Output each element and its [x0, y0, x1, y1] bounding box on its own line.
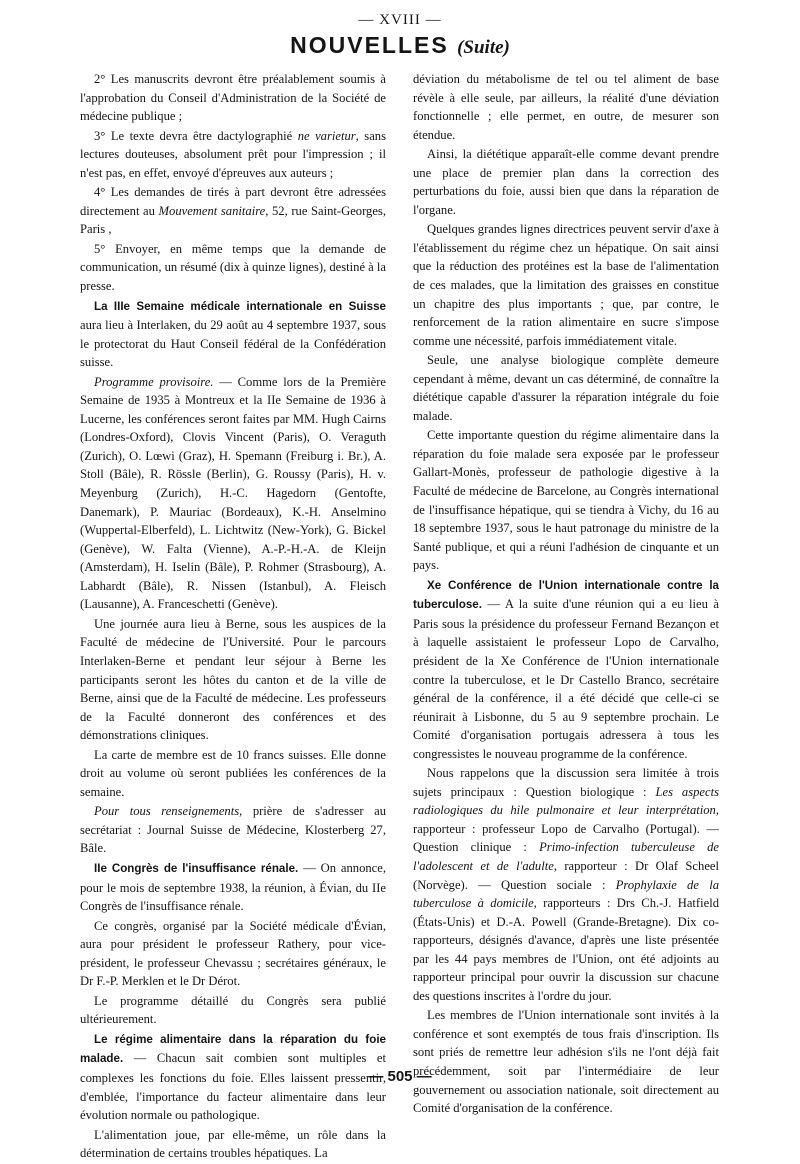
paragraph: Quelques grandes lignes directrices peuvent servir d'axe à l'établissement du régime chez un hépatique. On sait ainsi que la réduction des protéines est la base de l'alimentation de ces malades, que la limitation des graisses en constitue un chapitre des plus importants ; que, par contre, le renforcement de la ration alimentaire en sucre s'impose comme une nécessité, parfois immédiatement vitale. [413, 222, 719, 348]
roman-page-number: — XVIII — [358, 12, 442, 28]
section-heading: Le régime alimentaire dans la réparation du foie malade. [80, 1032, 386, 1066]
paragraph: La carte de membre est de 10 francs suisses. Elle donne droit au volume où seront publiées les conférences de la semaine. [80, 747, 386, 799]
left-column [80, 70, 386, 1164]
paragraph: Une journée aura lieu à Berne, sous les auspices de la Faculté de médecine de l'Université. Pour le parcours Interlaken-Berne et pendant leur séjour à Berne les participants seront les hôtes du canton et de la ville de Berne, ainsi que de la Faculté de médecine. Les professeurs de la Faculté donneront des conférences et des démonstrations cliniques. [80, 616, 386, 743]
section-heading: La IIIe Semaine médicale internationale en Suisse [94, 299, 386, 313]
paragraph: Ainsi, la diététique apparaît-elle comme devant prendre une place de premier plan dans la correction des perturbations du foie, aussi bien que dans la réparation de l'organe. [413, 147, 719, 217]
section-regime-alimentaire: Le régime alimentaire dans la réparation du foie malade. — Chacun sait combien sont multiples et complexes les fonctions du foie. Elles laissent pressentir, d'emblée, l'importance du facteur alimentaire dans leur évolution normale ou pathologique. [80, 1032, 386, 1123]
paragraph: Cette importante question du régime alimentaire dans la réparation du foie malade sera exposée par le professeur Gallart-Monès, professeur de pathologie digestive à la Faculté de médecine de Barcelone, au Congrès international de l'insuffisance hépatique, qui se tiendra à Vichy, du 16 au 18 septembre 1937, sous le haut patronage du ministre de la Santé publique, et qui a réuni l'adhésion de cinquante et un pays. [413, 428, 719, 573]
paragraph: Ce congrès, organisé par la Société médicale d'Évian, aura pour président le professeur Rathery, pour vice-président, le professeur Chevassu ; secrétaires généraux, le Dr F.-P. Merklen et le Dr Dérot. [80, 918, 386, 989]
paragraph: Les membres de l'Union internationale sont invités à la conférence et sont exemptés de tous frais d'inscription. Ils sont priés de remettre leur adhésion s'ils ne l'ont déjà fait précédemment, soit par l'intermédiaire de leur gouvernement ou association nationale, soit directement au Comité d'organisation de la conférence. [413, 1008, 719, 1116]
paragraph: Le programme détaillé du Congrès sera publié ultérieurement. [80, 993, 386, 1027]
paragraph: Pour tous renseignements, prière de s'adresser au secrétariat : Journal Suisse de Médecine, Klosterberg 27, Bâle. [80, 804, 386, 856]
paragraph: 5° Envoyer, en même temps que la demande de communication, un résumé (dix à quinze lignes), destiné à la presse. [80, 241, 387, 294]
title-suffix: (Suite) [457, 37, 510, 58]
paragraph: déviation du métabolisme de tel ou tel aliment de base révèle à elle seule, par ailleurs, la réalité d'une déviation fonctionnelle ; elle permet, en outre, de mesurer son étendue. [413, 72, 719, 142]
page-title [0, 32, 800, 59]
section-semaine-medicale: La IIIe Semaine médicale internationale en Suisse aura lieu à Interlaken, du 29 août au 4 septembre 1937, sous le protectorat du Haut Conseil fédéral de la Confédération suisse. [80, 299, 386, 370]
paragraph: Nous rappelons que la discussion sera limitée à trois sujets principaux : Question biologique : Les aspects radiologiques du hile pulmonaire et leur interprétation, rapporteur : professeur Lopo de Carvalho (Portugal). — Question clinique : Primo-infection tuberculeuse de l'adolescent et de l'adulte, rapporteur : Dr Olaf Scheel (Norvège). — Question sociale : Prophylaxie de la tuberculose à domicile, rapporteurs : Drs Ch.-J. Hatfield (États-Unis) et D.-A. Powell (Grande-Bretagne). Dix co-rapporteurs, désignés d'avance, d'après une liste présentée par les 44 pays membres de l'Union, ont été adjoints au rapporteur principal pour ouvrir la discussion sur chacune des questions inscrites à l'ordre du jour. [413, 766, 720, 1003]
paragraph: Seule, une analyse biologique complète demeure cependant à même, devant un cas déterminé, de connaître la diététique capable d'assurer la réparation intégrale du foie malade. [413, 353, 719, 423]
paragraph: 2° Les manuscrits devront être préalablement soumis à l'approbation du Conseil d'Administration de la Société de médecine publique ; [80, 72, 386, 124]
page-number: — 505 — [368, 1068, 432, 1085]
section-insuffisance-renale: IIe Congrès de l'insuffisance rénale. — On annonce, pour le mois de septembre 1938, la réunion, à Évian, du IIe Congrès de l'insuffisance rénale. [80, 860, 386, 914]
title-main: NOUVELLES [290, 32, 449, 58]
section-heading: IIe Congrès de l'insuffisance rénale. [94, 861, 299, 875]
section-tuberculose: Xe Conférence de l'Union internationale contre la tuberculose. — A la suite d'une réunion qui a eu lieu à Paris sous la présidence du professeur Fernand Bezançon et à laquelle assistaient le professeur Lopo de Carvalho, président de la Xe Conférence de l'Union internationale contre la tuberculose, et le Dr Castello Branco, secrétaire général de la conférence, il a été décidé que celle-ci se réunirait à Lisbonne, du 5 au 9 septembre prochain. Le Comité d'organisation portugais adressera à tous les congressistes le nouveau programme de la conférence. [413, 578, 719, 761]
paragraph: 3° Le texte devra être dactylographié ne varietur, sans lectures douteuses, absolument prêt pour l'impression ; il n'est pas, en effet, envoyé d'épreuves aux auteurs ; [80, 128, 386, 180]
paragraph: Programme provisoire. — Comme lors de la Première Semaine de 1935 à Montreux et la IIe Semaine de 1936 à Lucerne, les conférences seront faites par MM. Hugh Cairns (Londres-Oxford), Clovis Vincent (Paris), O. Veraguth (Zurich), O. Lœwi (Graz), H. Spemann (Freiburg i. Br.), A. Stoll (Bâle), R. Rössle (Berlin), G. Roussy (Paris), H. v. Meyenburg (Zurich), H.-C. Hagedorn (Gentofte, Danemark), P. Mauriac (Bordeaux), K.-H. Anselmino (Wuppertal-Elberfeld), L. Lichtwitz (New-York), G. Bickel (Genève), W. Falta (Vienne), A.-P.-H.-A. de Kleijn (Amsterdam), H. Iselin (Bâle), P. Rohmer (Strasbourg), A. Labhardt (Bâle), R. Nissen (Istanbul), A. Fleisch (Lausanne), A. Franceschetti (Genève). [80, 374, 386, 612]
right-column [413, 70, 719, 1119]
section-heading: Xe Conférence de l'Union internationale contre la tuberculose. [413, 578, 719, 612]
paragraph: 4° Les demandes de tirés à part devront être adressées directement au Mouvement sanitaire, 52, rue Saint-Georges, Paris , [80, 185, 386, 237]
paragraph: L'alimentation joue, par elle-même, un rôle dans la détermination de certains troubles hépatiques. La [80, 1127, 386, 1161]
